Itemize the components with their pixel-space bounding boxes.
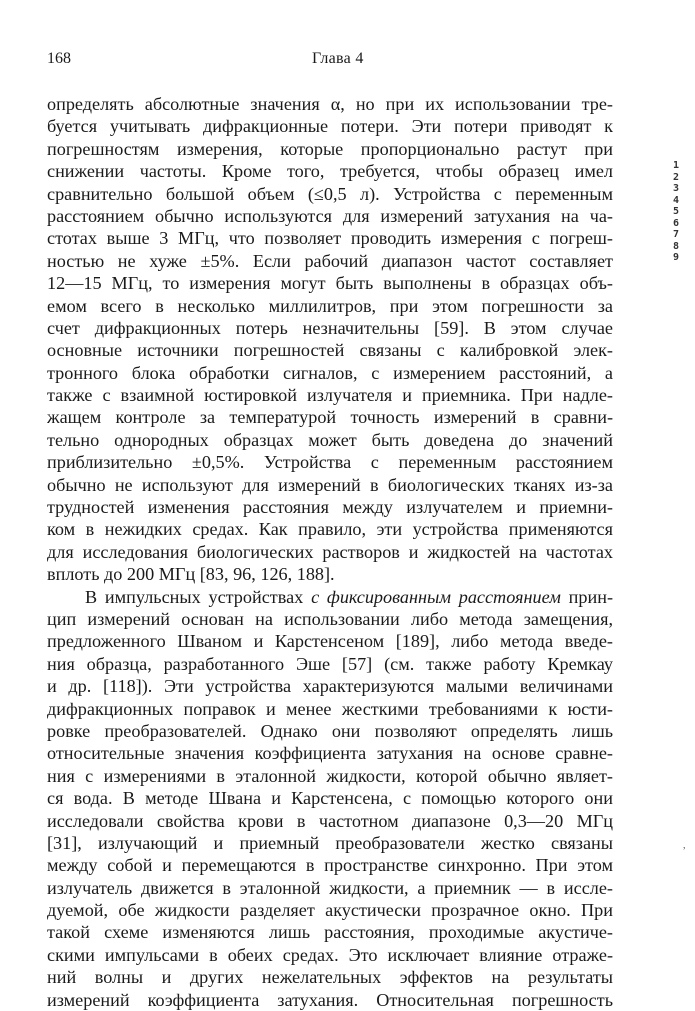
margin-number: 8 <box>673 240 680 252</box>
text-line: также с взаимной юстировкой излучателя и приемника. При надле- <box>47 385 613 406</box>
text-run: прин- <box>560 586 613 607</box>
text-line: исследовали свойства крови в частотном диапазоне 0,3—20 МГц <box>47 810 613 831</box>
text-line: снижении частоты. Кроме того, требуется, чтобы образец имел <box>47 161 613 182</box>
text-line: вплоть до 200 МГц [83, 96, 126, 188]. <box>47 564 335 585</box>
text-line: [31], излучающий и приемный преобразователи жестко связаны <box>47 832 613 853</box>
italic-term: с фиксированным расстоянием <box>311 586 561 607</box>
margin-number: 4 <box>673 194 680 206</box>
margin-number: 3 <box>673 183 680 194</box>
text-line: ний волны и других нежелательных эффектов на результаты <box>47 967 613 988</box>
text-line: ния с измерениями в эталонной жидкости, которой обычно являет- <box>47 765 613 786</box>
text-line: такой схеме изменяются лишь расстояния, проходимые акустиче- <box>47 922 613 943</box>
text-line: предложенного Шваном и Карстенсеном [189], либо метода введе- <box>47 631 613 652</box>
text-line: ком в нежидких средах. Как правило, эти устройства применяются <box>47 519 613 540</box>
text-line: жащем контроле за температурой точность измерений в сравни- <box>47 407 613 428</box>
page-header <box>47 50 617 72</box>
margin-number: 1 <box>673 160 680 171</box>
text-line: определять абсолютные значения α, но при их использовании тре- <box>47 94 613 114</box>
text-line: излучатель движется в эталонной жидкости, а приемник — в иссле- <box>47 877 613 898</box>
text-line: сравнительно большой объем (≤0,5 л). Устройства с переменным <box>47 183 613 204</box>
text-line: цип измерений основан на использовании либо метода замещения, <box>47 608 613 629</box>
text-line: измерений коэффициента затухания. Относительная погрешность <box>47 989 613 1010</box>
text-line: ния образца, разработанного Эше [57] (см. также работу Кремкау <box>47 653 613 674</box>
text-line: между собой и перемещаются в пространстве синхронно. При этом <box>47 855 613 876</box>
margin-line-numbers <box>673 160 679 264</box>
text-line: ностью не хуже ±5%. Если рабочий диапазон частот составляет <box>47 250 613 271</box>
text-line: трудностей изменения расстояния между излучателем и приемни- <box>47 497 613 518</box>
page-number: 168 <box>47 50 71 67</box>
text-line: дуемой, обе жидкости разделяет акустически прозрачное окно. При <box>47 900 613 921</box>
text-line: ровке преобразователей. Однако они позволяют определять лишь <box>47 720 613 741</box>
running-head: Глава 4 <box>312 50 364 67</box>
margin-mark: , <box>683 840 686 851</box>
text-line: тронного блока обработки сигналов, с измерением расстояний, а <box>47 362 613 383</box>
text-line: ся вода. В методе Швана и Карстенсена, с помощью которого они <box>47 788 613 809</box>
text-line: счет дифракционных потерь незначительны [59]. В этом случае <box>47 317 613 338</box>
text-line: расстоянием обычно используются для измерений затухания на ча- <box>47 205 613 226</box>
text-line: емом всего в несколько миллилитров, при этом погрешности за <box>47 295 613 316</box>
margin-number: 9 <box>673 252 680 263</box>
margin-number: 5 <box>673 206 680 217</box>
text-line: скими импульсами в обеих средах. Это исключает влияние отраже- <box>47 944 613 965</box>
text-line: и др. [118]). Эти устройства характеризуются малыми величинами <box>47 676 613 697</box>
text-line: тельно однородных образцах может быть доведена до значений <box>47 429 613 450</box>
margin-number: 7 <box>673 229 680 240</box>
body-text <box>47 93 613 1011</box>
margin-number: 2 <box>673 171 680 183</box>
margin-number: 6 <box>673 217 680 229</box>
text-line: для исследования биологических растворов и жидкостей на частотах <box>47 541 613 562</box>
text-line <box>47 586 613 608</box>
text-line: относительные значения коэффициента затухания на основе сравне- <box>47 743 613 764</box>
text-line: стотах выше 3 МГц, что позволяет проводить измерения с погреш- <box>47 228 613 249</box>
text-line: дифракционных поправок и менее жесткими требованиями к юсти- <box>47 698 613 719</box>
text-line: основные источники погрешностей связаны с калибровкой элек- <box>47 340 613 361</box>
text-line: 12—15 МГц, то измерения могут быть выполнены в образцах объ- <box>47 273 613 294</box>
paragraph-2 <box>47 586 613 1011</box>
text-line: обычно не используют для измерений в биологических тканях из-за <box>47 474 613 495</box>
paragraph-1 <box>47 93 613 586</box>
text-line: буется учитывать дифракционные потери. Эти потери приводят к <box>47 116 613 137</box>
text-line: приблизительно ±0,5%. Устройства с переменным расстоянием <box>47 452 613 473</box>
text-run: В импульсных устройствах <box>85 586 312 607</box>
text-line: погрешностям измерения, которые пропорционально растут при <box>47 138 613 159</box>
